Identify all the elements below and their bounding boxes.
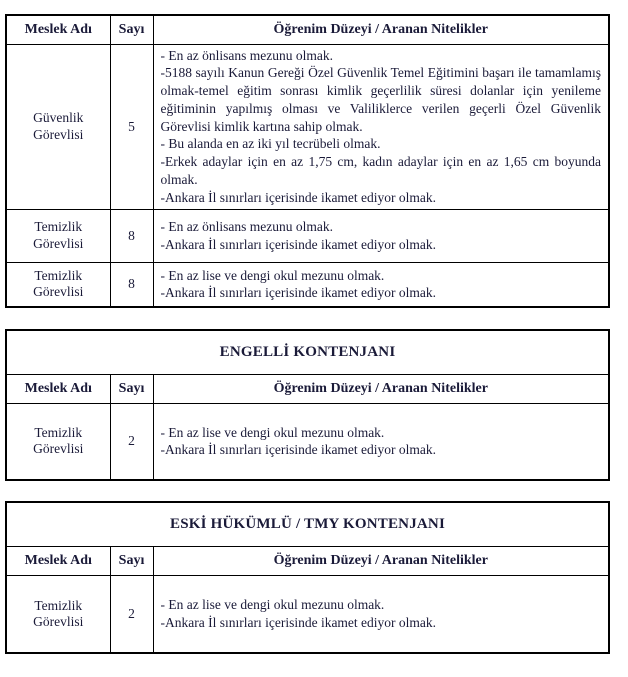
meslek-cell: Temizlik Görevlisi xyxy=(6,403,110,480)
requirement-line: -Ankara İl sınırları içerisinde ikamet ediyor olmak. xyxy=(160,189,437,205)
nitelikler-cell xyxy=(153,262,609,307)
table-row xyxy=(6,262,609,307)
eski-hukumlu-tmy-kontenjani-table xyxy=(5,501,610,654)
column-header-meslek-adi: Meslek Adı xyxy=(6,15,110,44)
sayi-cell: 8 xyxy=(110,262,153,307)
nitelikler-cell xyxy=(153,44,609,209)
meslek-cell: Güvenlik Görevlisi xyxy=(6,44,110,209)
meslek-cell: Temizlik Görevlisi xyxy=(6,209,110,262)
general-positions-table xyxy=(5,14,610,308)
table-title-row xyxy=(6,502,609,546)
table-row xyxy=(6,403,609,480)
engelli-kontenjani-table xyxy=(5,329,610,481)
table-title-row xyxy=(6,330,609,374)
table-row xyxy=(6,575,609,653)
sayi-cell: 5 xyxy=(110,44,153,209)
table-title: ESKİ HÜKÜMLÜ / TMY KONTENJANI xyxy=(6,502,609,546)
requirement-line: - En az lise ve dengi okul mezunu olmak. xyxy=(160,267,385,283)
table-header-row xyxy=(6,15,609,44)
column-header-sayi: Sayı xyxy=(110,15,153,44)
requirement-line: -Ankara İl sınırları içerisinde ikamet ediyor olmak. xyxy=(160,236,437,252)
requirement-line: - En az önlisans mezunu olmak. xyxy=(160,47,333,63)
table-header-row xyxy=(6,374,609,403)
column-header-meslek-adi: Meslek Adı xyxy=(6,546,110,575)
nitelikler-cell xyxy=(153,403,609,480)
column-header-nitelikler: Öğrenim Düzeyi / Aranan Nitelikler xyxy=(153,15,609,44)
requirement-line: - En az lise ve dengi okul mezunu olmak. xyxy=(160,424,385,440)
nitelikler-cell xyxy=(153,575,609,653)
sayi-cell: 2 xyxy=(110,403,153,480)
column-header-meslek-adi: Meslek Adı xyxy=(6,374,110,403)
requirement-line: - Bu alanda en az iki yıl tecrübeli olmak. xyxy=(160,136,381,152)
column-header-nitelikler: Öğrenim Düzeyi / Aranan Nitelikler xyxy=(153,374,609,403)
sayi-cell: 2 xyxy=(110,575,153,653)
requirement-line: - En az önlisans mezunu olmak. xyxy=(160,218,333,234)
table-header-row xyxy=(6,546,609,575)
table-row xyxy=(6,44,609,209)
meslek-cell: Temizlik Görevlisi xyxy=(6,262,110,307)
table-row xyxy=(6,209,609,262)
nitelikler-cell xyxy=(153,209,609,262)
sayi-cell: 8 xyxy=(110,209,153,262)
meslek-cell: Temizlik Görevlisi xyxy=(6,575,110,653)
requirement-line: -Ankara İl sınırları içerisinde ikamet ediyor olmak. xyxy=(160,614,437,630)
requirement-line: -5188 sayılı Kanun Gereği Özel Güvenlik Temel Eğitimini başarı ile tamamlamış olmak-temel eğitim sonrası kimlik geçerlilik süresi dolanlar için yenileme eğitiminin yapılmış olması ve Valiliklerce verilen geçerli Özel Güvenlik Görevlisi kimlik kartına sahip olmak. xyxy=(160,65,601,134)
requirement-line: -Ankara İl sınırları içerisinde ikamet ediyor olmak. xyxy=(160,285,437,301)
table-title: ENGELLİ KONTENJANI xyxy=(6,330,609,374)
requirement-line: - En az lise ve dengi okul mezunu olmak. xyxy=(160,597,385,613)
requirement-line: -Erkek adaylar için en az 1,75 cm, kadın adaylar için en az 1,65 cm boyunda olmak. xyxy=(160,154,601,188)
column-header-sayi: Sayı xyxy=(110,374,153,403)
requirement-line: -Ankara İl sınırları içerisinde ikamet ediyor olmak. xyxy=(160,442,437,458)
column-header-sayi: Sayı xyxy=(110,546,153,575)
column-header-nitelikler: Öğrenim Düzeyi / Aranan Nitelikler xyxy=(153,546,609,575)
